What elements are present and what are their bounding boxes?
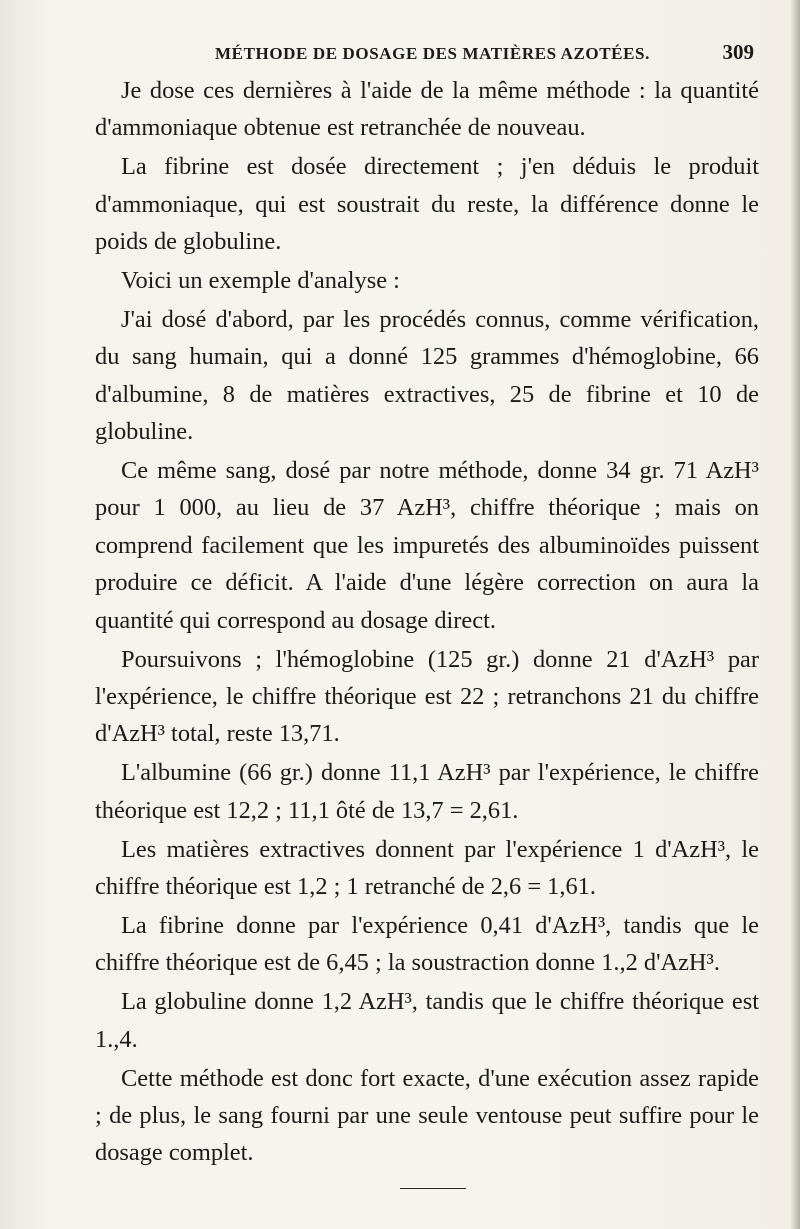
page-spine-shadow — [790, 0, 800, 1229]
paragraph: J'ai dosé d'abord, par les procédés connus, comme vérification, du sang humain, qui a donné 125 grammes d'hémoglobine, 66 d'albumine, 8 de matières extractives, 25 de fibrine et 10 de globuline. — [95, 305, 759, 446]
paragraph: Les matières extractives donnent par l'expérience 1 d'AzH³, le chiffre théorique est 1,2 ; 1 retranché de 2,6 = 1,61. — [95, 835, 759, 901]
page-number: 309 — [722, 40, 754, 64]
paragraph: Ce même sang, dosé par notre méthode, donne 34 gr. 71 AzH³ pour 1 000, au lieu de 37 AzH³, chiffre théorique ; mais on comprend facilement que les impuretés des albuminoïdes puissent produire ce déficit. A l'aide d'une légère correction on aura la quantité qui correspond au dosage direct. — [95, 457, 759, 634]
page-header — [95, 38, 760, 68]
footer-rule — [400, 1188, 466, 1189]
paragraph: La fibrine donne par l'expérience 0,41 d'AzH³, tandis que le chiffre théorique est de 6,45 ; la soustraction donne 1.,2 d'AzH³. — [95, 911, 759, 977]
paragraph: Poursuivons ; l'hémoglobine (125 gr.) donne 21 d'AzH³ par l'expérience, le chiffre théorique est 22 ; retranchons 21 du chiffre d'AzH³ total, reste 13,71. — [95, 645, 759, 748]
body-text — [95, 72, 759, 1173]
running-title: MÉTHODE DE DOSAGE DES MATIÈRES AZOTÉES. — [215, 44, 650, 63]
paragraph: Je dose ces dernières à l'aide de la même méthode : la quantité d'ammoniaque obtenue est retranchée de nouveau. — [95, 77, 759, 142]
paragraph: Voici un exemple d'analyse : — [121, 267, 400, 295]
paragraph: La globuline donne 1,2 AzH³, tandis que le chiffre théorique est 1.,4. — [95, 988, 759, 1053]
paragraph: La fibrine est dosée directement ; j'en déduis le produit d'ammoniaque, qui est soustrait du reste, la différence donne le poids de globuline. — [95, 153, 759, 256]
paragraph: Cette méthode est donc fort exacte, d'une exécution assez rapide ; de plus, le sang fourni par une seule ventouse peut suffire pour le dosage complet. — [95, 1064, 759, 1167]
paragraph: L'albumine (66 gr.) donne 11,1 AzH³ par l'expérience, le chiffre théorique est 12,2 ; 11,1 ôté de 13,7 = 2,61. — [95, 759, 759, 824]
